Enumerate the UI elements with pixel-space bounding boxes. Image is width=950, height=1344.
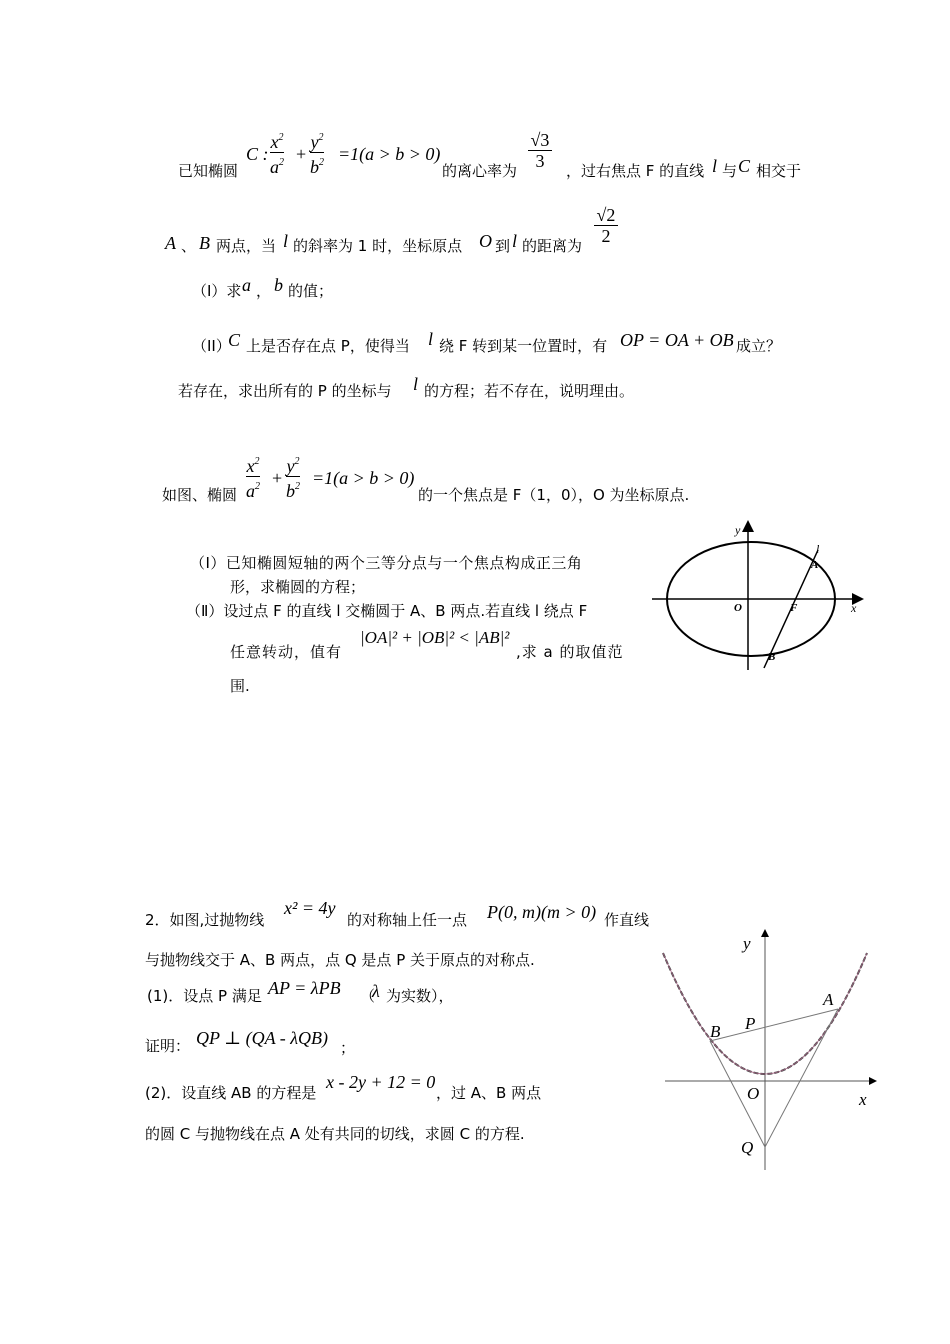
p1-A: A bbox=[165, 233, 176, 253]
p3-part1-label: (1)．设点 P 满足 bbox=[147, 987, 262, 1005]
p1-eq-label: C : bbox=[246, 144, 269, 164]
p3-text1: 的对称轴上任一点 bbox=[347, 911, 468, 929]
fig2-label-y: y bbox=[743, 934, 751, 953]
p3-prove-label: 证明： bbox=[145, 1037, 191, 1055]
p1-part1-end: 的值； bbox=[288, 282, 334, 300]
p1-with: 与 bbox=[722, 162, 738, 180]
fig2-label-x: x bbox=[859, 1090, 867, 1109]
p1-part1-label: （I）求 bbox=[192, 282, 242, 300]
p1-part2-text3: 成立？ bbox=[736, 337, 782, 355]
p1-part2-line2b: 的方程；若不存在，说明理由。 bbox=[424, 382, 635, 400]
p3-number: 2．如图,过抛物线 bbox=[145, 911, 265, 929]
p1-part2-text2: 绕 F 转到某一位置时，有 bbox=[439, 337, 608, 355]
p3-semicolon: ； bbox=[340, 1039, 356, 1057]
p1-part1-a: a bbox=[242, 275, 251, 295]
fig2-label-P: P bbox=[745, 1014, 756, 1033]
p3-parabola: x² = 4y bbox=[284, 898, 336, 918]
p1-part1-b: b bbox=[274, 275, 283, 295]
p1-part2-l2: l bbox=[413, 374, 419, 394]
p1-to: 到 bbox=[495, 237, 511, 255]
fig1-label-F: F bbox=[790, 602, 798, 614]
p3-part1-paren-end: 为实数）， bbox=[386, 987, 454, 1005]
p1-distance-text: 的距离为 bbox=[522, 237, 583, 255]
p3-line2: 与抛物线交于 A、B 两点，点 Q 是点 P 关于原点的对称点. bbox=[145, 951, 535, 969]
p2-rhs: =1(a > b > 0) bbox=[312, 468, 415, 488]
p3-part1-lambda: λ bbox=[372, 981, 380, 1001]
p2-focus-text: 的一个焦点是 F（1，0），O 为坐标原点. bbox=[418, 486, 690, 504]
p1-dist-num: √2 bbox=[596, 205, 616, 225]
fig2-label-B: B bbox=[710, 1022, 721, 1041]
p2-part2-ineq: |OA|² + |OB|² < |AB|² bbox=[360, 628, 510, 647]
p1-C1: C bbox=[738, 156, 751, 176]
p1-part2-line2a: 若存在，求出所有的 P 的坐标与 bbox=[178, 382, 392, 400]
p1-part2-C: C bbox=[228, 330, 241, 350]
p1-plus: + bbox=[296, 144, 307, 164]
p1-O: O bbox=[479, 231, 492, 251]
p1-dist-frac bbox=[594, 205, 618, 246]
p1-l1: l bbox=[712, 156, 718, 176]
p2-plus: + bbox=[272, 468, 283, 488]
p2-part1-line2: 形，求椭圆的方程； bbox=[230, 578, 366, 596]
p1-frac-y: $y^2$ $b^2$ bbox=[310, 132, 324, 177]
p1-part2-text1: 上是否存在点 P，使得当 bbox=[246, 337, 410, 355]
fig2-label-Q: Q bbox=[741, 1138, 754, 1157]
p3-part1-paren: （ bbox=[360, 987, 376, 1005]
p2-frac-x: $x^2$ $a^2$ bbox=[246, 456, 260, 501]
p1-frac-x: $x^2$ $a^2$ bbox=[270, 132, 284, 177]
p3-part2-label: (2)．设直线 AB 的方程是 bbox=[145, 1084, 317, 1102]
p3-part2-text: ，过 A、B 两点 bbox=[436, 1084, 542, 1102]
p2-part2-line3: 围. bbox=[230, 677, 250, 695]
p1-after-ecc: ，过右焦点 F 的直线 bbox=[566, 162, 705, 180]
fig1-label-l: l bbox=[816, 542, 820, 556]
p1-ecc-frac bbox=[528, 130, 552, 171]
p1-rhs: =1(a > b > 0) bbox=[338, 144, 441, 164]
line-QA bbox=[765, 1009, 838, 1147]
p2-part1-line1: （Ⅰ）已知椭圆短轴的两个三等分点与一个焦点构成正三角 bbox=[190, 554, 583, 572]
p1-intersect: 相交于 bbox=[756, 162, 802, 180]
p3-part1-vec: AP = λPB bbox=[268, 978, 341, 998]
p1-l2: l bbox=[283, 231, 289, 251]
p1-b: b bbox=[310, 157, 319, 177]
fig1-label-B: B bbox=[768, 651, 776, 663]
p1-ecc-text: 的离心率为 bbox=[442, 162, 518, 180]
p1-ecc-num: √3 bbox=[530, 130, 550, 150]
p2-part2-line2b: ,求 a 的取值范 bbox=[516, 643, 624, 661]
ellipse-figure bbox=[650, 520, 870, 690]
p1-part2-vec: OP = OA + OB bbox=[620, 330, 734, 350]
p3-prove-expr: QP ⊥ (QA - λQB) bbox=[196, 1028, 329, 1048]
p1-y: y bbox=[310, 132, 319, 152]
fig2-label-A: A bbox=[823, 990, 834, 1009]
p3-part2-line2: 的圆 C 与抛物线在点 A 处有共同的切线，求圆 C 的方程. bbox=[145, 1125, 525, 1143]
p3-text2: 作直线 bbox=[604, 911, 650, 929]
p1-comma: ， bbox=[256, 282, 272, 300]
p1-l3: l bbox=[512, 231, 518, 251]
p2-part2-line2a: 任意转动，值有 bbox=[230, 643, 343, 661]
fig2-label-O: O bbox=[747, 1084, 760, 1103]
p1-x: x bbox=[270, 132, 279, 152]
p1-dist-den: 2 bbox=[601, 226, 611, 246]
p1-dun: 、 bbox=[181, 237, 197, 255]
p2-part2-line1: （Ⅱ）设过点 F 的直线 l 交椭圆于 A、B 两点.若直线 l 绕点 F bbox=[186, 602, 588, 620]
p1-a: a bbox=[270, 157, 279, 177]
p1-intro: 已知椭圆 bbox=[178, 162, 239, 180]
p1-slope-text: 的斜率为 1 时，坐标原点 bbox=[293, 237, 463, 255]
fig1-label-O: O bbox=[734, 602, 742, 614]
p1-two-points: 两点，当 bbox=[216, 237, 277, 255]
line-AB bbox=[710, 1009, 838, 1041]
p1-part2-label: （II） bbox=[192, 337, 231, 355]
fig1-label-y: y bbox=[735, 523, 741, 537]
p3-part2-line: x - 2y + 12 = 0 bbox=[326, 1072, 436, 1092]
fig1-label-A: A bbox=[811, 559, 819, 571]
p2-frac-y: $y^2$ $b^2$ bbox=[286, 456, 300, 501]
parabola-figure bbox=[655, 925, 885, 1175]
p1-ecc-den: 3 bbox=[535, 151, 545, 171]
p1-part2-l: l bbox=[428, 329, 434, 349]
p2-intro: 如图、椭圆 bbox=[162, 486, 238, 504]
p1-B: B bbox=[199, 233, 210, 253]
fig1-label-x: x bbox=[851, 601, 857, 615]
p3-point: P(0, m)(m > 0) bbox=[487, 902, 597, 922]
